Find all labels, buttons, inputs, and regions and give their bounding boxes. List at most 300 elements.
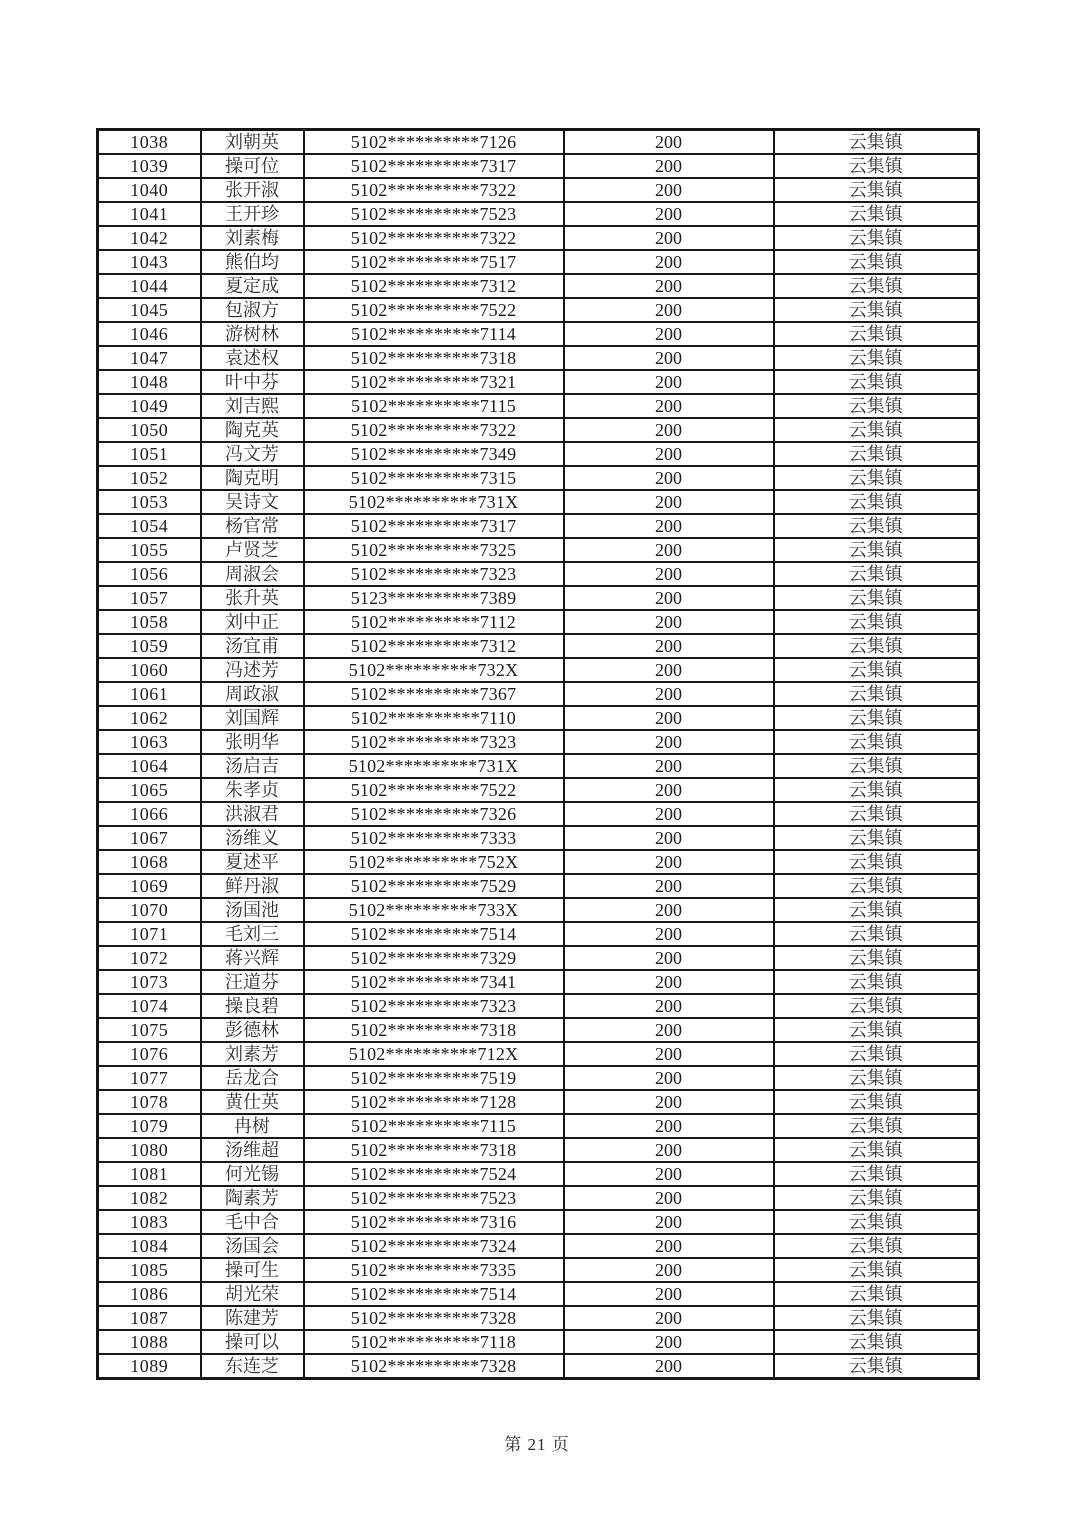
table-row xyxy=(98,1162,979,1186)
table-row xyxy=(98,322,979,346)
table-row xyxy=(98,346,979,370)
table-row xyxy=(98,202,979,226)
cell-town: 云集镇 xyxy=(774,442,979,466)
cell-no: 1080 xyxy=(98,1138,201,1162)
cell-amount: 200 xyxy=(564,730,774,754)
cell-town: 云集镇 xyxy=(774,1234,979,1258)
cell-no: 1074 xyxy=(98,994,201,1018)
cell-name: 洪淑君 xyxy=(201,802,304,826)
cell-no: 1067 xyxy=(98,826,201,850)
cell-amount: 200 xyxy=(564,322,774,346)
cell-town: 云集镇 xyxy=(774,466,979,490)
cell-id_masked: 5123**********7389 xyxy=(304,586,564,610)
cell-town: 云集镇 xyxy=(774,682,979,706)
table-row xyxy=(98,778,979,802)
cell-name: 卢贤芝 xyxy=(201,538,304,562)
cell-id_masked: 5102**********7326 xyxy=(304,802,564,826)
cell-id_masked: 5102**********752X xyxy=(304,850,564,874)
table-row xyxy=(98,634,979,658)
cell-name: 汤宜甫 xyxy=(201,634,304,658)
cell-amount: 200 xyxy=(564,514,774,538)
cell-town: 云集镇 xyxy=(774,898,979,922)
cell-no: 1073 xyxy=(98,970,201,994)
cell-town: 云集镇 xyxy=(774,1018,979,1042)
cell-town: 云集镇 xyxy=(774,370,979,394)
table-row xyxy=(98,130,979,155)
cell-name: 陈建芳 xyxy=(201,1306,304,1330)
cell-no: 1081 xyxy=(98,1162,201,1186)
cell-town: 云集镇 xyxy=(774,778,979,802)
cell-name: 刘素梅 xyxy=(201,226,304,250)
cell-id_masked: 5102**********731X xyxy=(304,754,564,778)
cell-id_masked: 5102**********7323 xyxy=(304,730,564,754)
cell-no: 1077 xyxy=(98,1066,201,1090)
cell-name: 刘朝英 xyxy=(201,130,304,155)
cell-id_masked: 5102**********7114 xyxy=(304,322,564,346)
cell-no: 1050 xyxy=(98,418,201,442)
cell-name: 刘素芳 xyxy=(201,1042,304,1066)
cell-name: 周政淑 xyxy=(201,682,304,706)
table-row xyxy=(98,178,979,202)
table-row xyxy=(98,538,979,562)
cell-no: 1054 xyxy=(98,514,201,538)
table-body xyxy=(98,130,979,1379)
cell-amount: 200 xyxy=(564,1354,774,1379)
table-row xyxy=(98,514,979,538)
cell-amount: 200 xyxy=(564,490,774,514)
table-row xyxy=(98,1042,979,1066)
cell-town: 云集镇 xyxy=(774,826,979,850)
cell-no: 1058 xyxy=(98,610,201,634)
cell-id_masked: 5102**********732X xyxy=(304,658,564,682)
cell-town: 云集镇 xyxy=(774,1090,979,1114)
cell-no: 1056 xyxy=(98,562,201,586)
cell-no: 1060 xyxy=(98,658,201,682)
cell-town: 云集镇 xyxy=(774,922,979,946)
table-row xyxy=(98,1258,979,1282)
cell-id_masked: 5102**********7323 xyxy=(304,562,564,586)
cell-town: 云集镇 xyxy=(774,418,979,442)
cell-town: 云集镇 xyxy=(774,1258,979,1282)
cell-town: 云集镇 xyxy=(774,730,979,754)
table-row xyxy=(98,1354,979,1379)
cell-name: 毛刘三 xyxy=(201,922,304,946)
table-row xyxy=(98,370,979,394)
cell-no: 1042 xyxy=(98,226,201,250)
cell-town: 云集镇 xyxy=(774,1210,979,1234)
table-row xyxy=(98,1114,979,1138)
cell-no: 1055 xyxy=(98,538,201,562)
cell-name: 陶克明 xyxy=(201,466,304,490)
cell-amount: 200 xyxy=(564,394,774,418)
cell-name: 操良碧 xyxy=(201,994,304,1018)
cell-name: 彭德林 xyxy=(201,1018,304,1042)
table-row xyxy=(98,562,979,586)
table-row xyxy=(98,442,979,466)
table-row xyxy=(98,994,979,1018)
cell-name: 操可位 xyxy=(201,154,304,178)
cell-id_masked: 5102**********7322 xyxy=(304,226,564,250)
table-row xyxy=(98,922,979,946)
table-row xyxy=(98,394,979,418)
cell-id_masked: 5102**********7514 xyxy=(304,1282,564,1306)
cell-town: 云集镇 xyxy=(774,346,979,370)
cell-id_masked: 5102**********7519 xyxy=(304,1066,564,1090)
cell-amount: 200 xyxy=(564,1018,774,1042)
cell-id_masked: 5102**********7322 xyxy=(304,178,564,202)
cell-name: 冉树 xyxy=(201,1114,304,1138)
cell-amount: 200 xyxy=(564,778,774,802)
cell-no: 1066 xyxy=(98,802,201,826)
cell-town: 云集镇 xyxy=(774,802,979,826)
cell-name: 刘国辉 xyxy=(201,706,304,730)
cell-name: 何光锡 xyxy=(201,1162,304,1186)
cell-name: 汤国会 xyxy=(201,1234,304,1258)
cell-no: 1078 xyxy=(98,1090,201,1114)
cell-town: 云集镇 xyxy=(774,1282,979,1306)
table-row xyxy=(98,682,979,706)
cell-no: 1057 xyxy=(98,586,201,610)
cell-name: 熊伯均 xyxy=(201,250,304,274)
cell-name: 叶中芬 xyxy=(201,370,304,394)
cell-amount: 200 xyxy=(564,1066,774,1090)
cell-no: 1059 xyxy=(98,634,201,658)
cell-amount: 200 xyxy=(564,562,774,586)
cell-name: 朱孝贞 xyxy=(201,778,304,802)
cell-id_masked: 5102**********7318 xyxy=(304,1138,564,1162)
cell-name: 汤维超 xyxy=(201,1138,304,1162)
cell-town: 云集镇 xyxy=(774,274,979,298)
cell-name: 汤国池 xyxy=(201,898,304,922)
table-row xyxy=(98,610,979,634)
cell-amount: 200 xyxy=(564,1330,774,1354)
cell-no: 1052 xyxy=(98,466,201,490)
cell-amount: 200 xyxy=(564,418,774,442)
cell-town: 云集镇 xyxy=(774,610,979,634)
table-row xyxy=(98,1090,979,1114)
cell-town: 云集镇 xyxy=(774,658,979,682)
cell-no: 1083 xyxy=(98,1210,201,1234)
cell-town: 云集镇 xyxy=(774,250,979,274)
cell-name: 岳龙合 xyxy=(201,1066,304,1090)
cell-name: 冯文芳 xyxy=(201,442,304,466)
cell-town: 云集镇 xyxy=(774,202,979,226)
cell-amount: 200 xyxy=(564,1210,774,1234)
cell-amount: 200 xyxy=(564,538,774,562)
cell-no: 1047 xyxy=(98,346,201,370)
cell-id_masked: 5102**********7324 xyxy=(304,1234,564,1258)
cell-id_masked: 5102**********712X xyxy=(304,1042,564,1066)
cell-amount: 200 xyxy=(564,178,774,202)
cell-id_masked: 5102**********7112 xyxy=(304,610,564,634)
cell-name: 黄仕英 xyxy=(201,1090,304,1114)
cell-id_masked: 5102**********731X xyxy=(304,490,564,514)
cell-town: 云集镇 xyxy=(774,1354,979,1379)
cell-town: 云集镇 xyxy=(774,634,979,658)
cell-name: 冯述芳 xyxy=(201,658,304,682)
beneficiary-table xyxy=(96,128,980,1380)
table-row xyxy=(98,802,979,826)
table-row xyxy=(98,1018,979,1042)
cell-no: 1041 xyxy=(98,202,201,226)
cell-no: 1045 xyxy=(98,298,201,322)
cell-no: 1085 xyxy=(98,1258,201,1282)
cell-amount: 200 xyxy=(564,442,774,466)
cell-amount: 200 xyxy=(564,994,774,1018)
cell-name: 刘中正 xyxy=(201,610,304,634)
cell-amount: 200 xyxy=(564,586,774,610)
cell-id_masked: 5102**********7329 xyxy=(304,946,564,970)
cell-no: 1063 xyxy=(98,730,201,754)
cell-amount: 200 xyxy=(564,1282,774,1306)
cell-amount: 200 xyxy=(564,634,774,658)
cell-id_masked: 5102**********7315 xyxy=(304,466,564,490)
cell-amount: 200 xyxy=(564,922,774,946)
cell-town: 云集镇 xyxy=(774,178,979,202)
cell-id_masked: 5102**********7118 xyxy=(304,1330,564,1354)
cell-no: 1089 xyxy=(98,1354,201,1379)
table-row xyxy=(98,226,979,250)
cell-id_masked: 5102**********7323 xyxy=(304,994,564,1018)
cell-id_masked: 5102**********7335 xyxy=(304,1258,564,1282)
table-row xyxy=(98,274,979,298)
cell-name: 王开珍 xyxy=(201,202,304,226)
cell-id_masked: 5102**********7317 xyxy=(304,154,564,178)
cell-no: 1086 xyxy=(98,1282,201,1306)
cell-no: 1087 xyxy=(98,1306,201,1330)
cell-id_masked: 5102**********7333 xyxy=(304,826,564,850)
cell-id_masked: 5102**********7328 xyxy=(304,1354,564,1379)
cell-amount: 200 xyxy=(564,1234,774,1258)
cell-no: 1046 xyxy=(98,322,201,346)
cell-id_masked: 5102**********7318 xyxy=(304,346,564,370)
cell-amount: 200 xyxy=(564,1186,774,1210)
table-row xyxy=(98,490,979,514)
cell-no: 1070 xyxy=(98,898,201,922)
cell-name: 袁述权 xyxy=(201,346,304,370)
table-row xyxy=(98,1066,979,1090)
cell-no: 1072 xyxy=(98,946,201,970)
cell-id_masked: 5102**********733X xyxy=(304,898,564,922)
cell-amount: 200 xyxy=(564,970,774,994)
cell-town: 云集镇 xyxy=(774,1162,979,1186)
cell-name: 张明华 xyxy=(201,730,304,754)
cell-amount: 200 xyxy=(564,466,774,490)
cell-town: 云集镇 xyxy=(774,970,979,994)
cell-no: 1048 xyxy=(98,370,201,394)
cell-id_masked: 5102**********7523 xyxy=(304,202,564,226)
cell-no: 1061 xyxy=(98,682,201,706)
cell-id_masked: 5102**********7325 xyxy=(304,538,564,562)
cell-town: 云集镇 xyxy=(774,226,979,250)
cell-amount: 200 xyxy=(564,250,774,274)
cell-id_masked: 5102**********7312 xyxy=(304,634,564,658)
cell-name: 吴诗文 xyxy=(201,490,304,514)
cell-town: 云集镇 xyxy=(774,1306,979,1330)
cell-no: 1051 xyxy=(98,442,201,466)
table-row xyxy=(98,1186,979,1210)
table-row xyxy=(98,418,979,442)
cell-name: 蒋兴辉 xyxy=(201,946,304,970)
cell-town: 云集镇 xyxy=(774,322,979,346)
table-row xyxy=(98,874,979,898)
cell-town: 云集镇 xyxy=(774,994,979,1018)
cell-amount: 200 xyxy=(564,1114,774,1138)
table-row xyxy=(98,970,979,994)
cell-id_masked: 5102**********7517 xyxy=(304,250,564,274)
cell-no: 1043 xyxy=(98,250,201,274)
cell-amount: 200 xyxy=(564,898,774,922)
cell-id_masked: 5102**********7318 xyxy=(304,1018,564,1042)
cell-amount: 200 xyxy=(564,610,774,634)
cell-amount: 200 xyxy=(564,370,774,394)
cell-name: 操可以 xyxy=(201,1330,304,1354)
cell-no: 1084 xyxy=(98,1234,201,1258)
table-row xyxy=(98,1306,979,1330)
cell-id_masked: 5102**********7349 xyxy=(304,442,564,466)
cell-id_masked: 5102**********7328 xyxy=(304,1306,564,1330)
cell-no: 1082 xyxy=(98,1186,201,1210)
cell-id_masked: 5102**********7115 xyxy=(304,394,564,418)
cell-id_masked: 5102**********7322 xyxy=(304,418,564,442)
cell-name: 毛中合 xyxy=(201,1210,304,1234)
cell-no: 1053 xyxy=(98,490,201,514)
table-row xyxy=(98,1234,979,1258)
cell-amount: 200 xyxy=(564,706,774,730)
cell-no: 1062 xyxy=(98,706,201,730)
table-row xyxy=(98,898,979,922)
cell-town: 云集镇 xyxy=(774,562,979,586)
cell-no: 1064 xyxy=(98,754,201,778)
cell-town: 云集镇 xyxy=(774,874,979,898)
cell-amount: 200 xyxy=(564,226,774,250)
cell-town: 云集镇 xyxy=(774,754,979,778)
cell-amount: 200 xyxy=(564,682,774,706)
cell-amount: 200 xyxy=(564,850,774,874)
cell-town: 云集镇 xyxy=(774,1114,979,1138)
cell-name: 汤启吉 xyxy=(201,754,304,778)
cell-no: 1068 xyxy=(98,850,201,874)
cell-id_masked: 5102**********7522 xyxy=(304,298,564,322)
cell-amount: 200 xyxy=(564,1090,774,1114)
cell-id_masked: 5102**********7341 xyxy=(304,970,564,994)
cell-name: 夏定成 xyxy=(201,274,304,298)
cell-amount: 200 xyxy=(564,1258,774,1282)
cell-amount: 200 xyxy=(564,658,774,682)
cell-town: 云集镇 xyxy=(774,1186,979,1210)
table-row xyxy=(98,154,979,178)
cell-id_masked: 5102**********7321 xyxy=(304,370,564,394)
cell-id_masked: 5102**********7367 xyxy=(304,682,564,706)
table-row xyxy=(98,1282,979,1306)
cell-town: 云集镇 xyxy=(774,538,979,562)
cell-name: 陶克英 xyxy=(201,418,304,442)
cell-name: 包淑方 xyxy=(201,298,304,322)
cell-no: 1038 xyxy=(98,130,201,155)
cell-id_masked: 5102**********7316 xyxy=(304,1210,564,1234)
cell-name: 夏述平 xyxy=(201,850,304,874)
table-row xyxy=(98,826,979,850)
cell-no: 1076 xyxy=(98,1042,201,1066)
cell-name: 东连芝 xyxy=(201,1354,304,1379)
table-row xyxy=(98,754,979,778)
cell-name: 汤维义 xyxy=(201,826,304,850)
cell-amount: 200 xyxy=(564,1138,774,1162)
cell-town: 云集镇 xyxy=(774,1330,979,1354)
table-row xyxy=(98,586,979,610)
table-row xyxy=(98,1330,979,1354)
cell-town: 云集镇 xyxy=(774,394,979,418)
cell-id_masked: 5102**********7514 xyxy=(304,922,564,946)
table-row xyxy=(98,466,979,490)
cell-no: 1039 xyxy=(98,154,201,178)
table-row xyxy=(98,250,979,274)
cell-no: 1044 xyxy=(98,274,201,298)
cell-amount: 200 xyxy=(564,826,774,850)
table-row xyxy=(98,850,979,874)
cell-id_masked: 5102**********7523 xyxy=(304,1186,564,1210)
cell-town: 云集镇 xyxy=(774,154,979,178)
cell-amount: 200 xyxy=(564,274,774,298)
cell-amount: 200 xyxy=(564,946,774,970)
table-row xyxy=(98,1138,979,1162)
cell-id_masked: 5102**********7126 xyxy=(304,130,564,155)
cell-name: 操可生 xyxy=(201,1258,304,1282)
table-row xyxy=(98,298,979,322)
cell-amount: 200 xyxy=(564,298,774,322)
table-row xyxy=(98,730,979,754)
cell-amount: 200 xyxy=(564,1042,774,1066)
cell-name: 陶素芳 xyxy=(201,1186,304,1210)
cell-name: 胡光荣 xyxy=(201,1282,304,1306)
cell-no: 1065 xyxy=(98,778,201,802)
cell-amount: 200 xyxy=(564,754,774,778)
cell-amount: 200 xyxy=(564,154,774,178)
cell-no: 1088 xyxy=(98,1330,201,1354)
cell-id_masked: 5102**********7524 xyxy=(304,1162,564,1186)
cell-id_masked: 5102**********7110 xyxy=(304,706,564,730)
table-row xyxy=(98,658,979,682)
cell-id_masked: 5102**********7317 xyxy=(304,514,564,538)
cell-no: 1049 xyxy=(98,394,201,418)
cell-no: 1079 xyxy=(98,1114,201,1138)
cell-amount: 200 xyxy=(564,1306,774,1330)
cell-town: 云集镇 xyxy=(774,490,979,514)
cell-id_masked: 5102**********7522 xyxy=(304,778,564,802)
table-row xyxy=(98,946,979,970)
cell-name: 鲜丹淑 xyxy=(201,874,304,898)
cell-name: 刘吉熙 xyxy=(201,394,304,418)
cell-amount: 200 xyxy=(564,130,774,155)
cell-id_masked: 5102**********7115 xyxy=(304,1114,564,1138)
cell-amount: 200 xyxy=(564,346,774,370)
cell-town: 云集镇 xyxy=(774,706,979,730)
cell-amount: 200 xyxy=(564,874,774,898)
cell-no: 1071 xyxy=(98,922,201,946)
cell-town: 云集镇 xyxy=(774,946,979,970)
cell-no: 1040 xyxy=(98,178,201,202)
cell-name: 杨官常 xyxy=(201,514,304,538)
cell-no: 1075 xyxy=(98,1018,201,1042)
cell-town: 云集镇 xyxy=(774,1138,979,1162)
cell-town: 云集镇 xyxy=(774,586,979,610)
cell-id_masked: 5102**********7128 xyxy=(304,1090,564,1114)
cell-name: 张开淑 xyxy=(201,178,304,202)
cell-town: 云集镇 xyxy=(774,1066,979,1090)
cell-town: 云集镇 xyxy=(774,850,979,874)
table-row xyxy=(98,706,979,730)
cell-id_masked: 5102**********7312 xyxy=(304,274,564,298)
